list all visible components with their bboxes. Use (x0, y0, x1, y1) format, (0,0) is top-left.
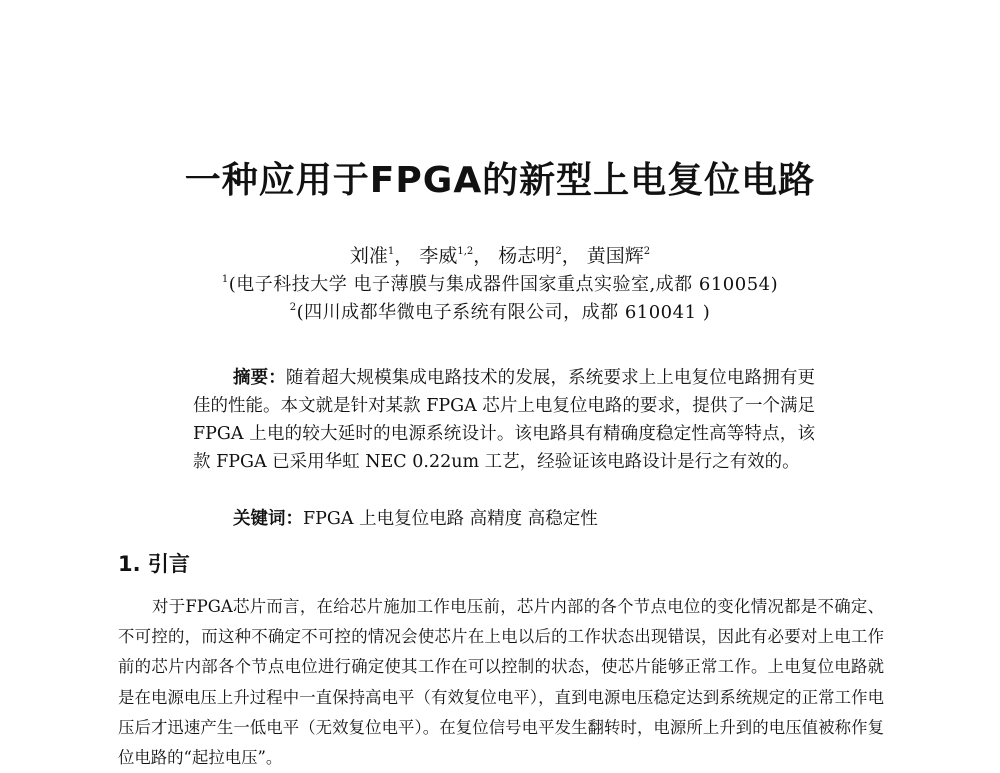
author-separator: ， (473, 245, 493, 267)
author-list (0, 240, 1000, 268)
author-affiliation-mark: 1 (387, 246, 395, 257)
keywords-text: FPGA 上电复位电路 高精度 高稳定性 (303, 509, 598, 529)
author-name: 黄国辉 (586, 245, 644, 267)
affiliation-1 (0, 268, 1000, 297)
author-affiliation-mark: 2 (643, 246, 651, 257)
keywords (233, 506, 598, 532)
affiliation-mark: 1 (221, 274, 229, 285)
affiliation-mark: 2 (289, 302, 297, 313)
author-name: 刘准 (349, 245, 388, 267)
author (587, 245, 650, 267)
body-paragraph (118, 592, 884, 773)
paper-title: 一种应用于FPGA的新型上电复位电路 (184, 160, 816, 201)
affiliation-text: (电子科技大学 电子薄膜与集成器件国家重点实验室,成都 610054) (228, 274, 779, 295)
author-name: 李威 (419, 245, 458, 267)
abstract-text: 随着超大规模集成电路技术的发展，系统要求上上电复位电路拥有更佳的性能。本文就是针对某款 FPGA 芯片上电复位电路的要求，提供了一个满足 FPGA 上电的较大延时的电源系统设计。该电路具有精确度稳定性高等特点，该款 FPGA 已采用华虹 NEC 0.22um 工艺，经验证该电路设计是行之有效的。 (193, 368, 815, 472)
paragraph-text: 对于FPGA芯片而言，在给芯片施加工作电压前，芯片内部的各个节点电位的变化情况都是不确定、不可控的，而这种不确定不可控的情况会使芯片在上电以后的工作状态出现错误，因此有必要对上电工作前的芯片内部各个节点电位进行确定使其工作在可以控制的状态，使芯片能够正常工作。上电复位电路就是在电源电压上升过程中一直保持高电平（有效复位电平），直到电源电压稳定达到系统规定的正常工作电压后才迅速产生一低电平（无效复位电平）。在复位信号电平发生翻转时，电源所上升到的电压值被称作复位电路的“起拉电压”。 (118, 597, 884, 768)
keywords-label: 关键词： (233, 509, 303, 529)
author-affiliation-mark: 2 (555, 246, 562, 257)
author (350, 245, 413, 267)
abstract-label: 摘要： (233, 368, 286, 388)
affiliation-text: (四川成都华微电子系统有限公司，成都 610041 ) (296, 302, 711, 323)
section-heading: 1. 引言 (118, 552, 190, 576)
author-affiliation-mark: 1,2 (457, 246, 474, 257)
abstract (193, 364, 815, 476)
paragraph-indent (118, 597, 152, 616)
author-name: 杨志明 (498, 245, 556, 267)
author-separator: ， (394, 245, 414, 267)
author (419, 245, 492, 267)
affiliation-2 (0, 296, 1000, 325)
author-separator: ， (561, 245, 581, 267)
author (498, 245, 580, 267)
